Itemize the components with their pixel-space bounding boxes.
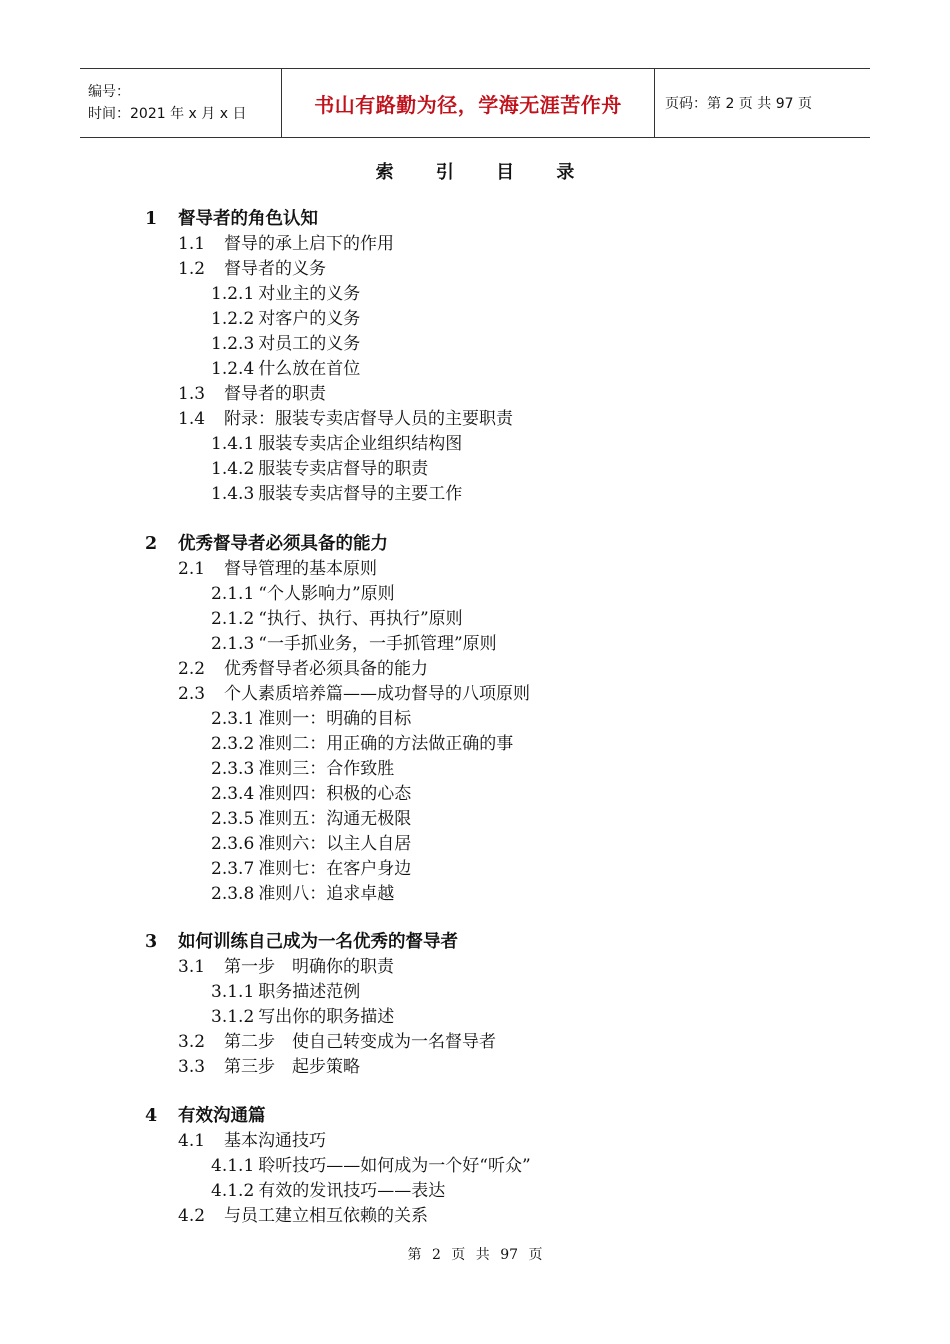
page-title: 索 引 目 录 [375, 162, 593, 183]
toc-entry-number: 3.3 [178, 1057, 206, 1077]
toc-entry-text: “执行、执行、再执行”原则 [258, 609, 463, 629]
toc-entry-text: 职务描述范例 [258, 982, 361, 1002]
toc-entry-text: 优秀督导者必须具备的能力 [224, 659, 428, 679]
toc-entry-number: 1.4 [178, 409, 206, 429]
toc-entry-text: 督导管理的基本原则 [224, 559, 377, 579]
toc-entry-number: 2.3.6 [211, 834, 255, 854]
toc-entry-number: 1.4.1 [211, 434, 255, 454]
toc-entry-level3 [211, 807, 411, 831]
toc-entry-level3 [211, 857, 411, 881]
toc-entry-number: 1.3 [178, 384, 206, 404]
toc-entry-number: 3.1.2 [211, 1007, 255, 1027]
toc-entry-text: 准则二：用正确的方法做正确的事 [258, 734, 514, 754]
toc-entry-text: 服装专卖店企业组织结构图 [258, 434, 463, 454]
toc-entry-level3 [211, 732, 513, 756]
document-date: 时间：2021 年 x 月 x 日 [88, 106, 247, 122]
toc-entry-level3 [211, 482, 462, 506]
header-motto: 书山有路勤为径，学海无涯苦作舟 [282, 69, 655, 137]
toc-entry-number: 2.2 [178, 659, 206, 679]
toc-entry-text: 督导者的职责 [224, 384, 326, 404]
toc-entry-number: 2.3.2 [211, 734, 255, 754]
toc-entry-number: 4.1.1 [211, 1156, 255, 1176]
toc-entry-number: 2.3.5 [211, 809, 255, 829]
toc-entry-level3 [211, 1005, 394, 1029]
header-page-info: 页码：第 2 页 共 97 页 [665, 96, 812, 112]
toc-entry-level2 [178, 1055, 360, 1079]
toc-entry-number: 3.1.1 [211, 982, 255, 1002]
toc-entry-text: 什么放在首位 [258, 359, 361, 379]
toc-entry-level2 [178, 232, 394, 256]
toc-entry-level2 [178, 407, 513, 431]
document-number-label: 编号： [88, 84, 130, 100]
toc-entry-level2 [178, 557, 377, 581]
toc-entry-number: 1 [145, 209, 158, 229]
toc-entry-text: 个人素质培养篇——成功督导的八项原则 [224, 684, 530, 704]
toc-entry-text: 第二步 使自己转变成为一名督导者 [224, 1032, 496, 1052]
toc-entry-text: 准则七：在客户身边 [258, 859, 412, 879]
toc-entry-text: 基本沟通技巧 [224, 1131, 326, 1151]
toc-entry-text: 督导的承上启下的作用 [224, 234, 394, 254]
toc-entry-level2 [178, 657, 428, 681]
toc-entry-number: 1.2.1 [211, 284, 255, 304]
toc-entry-number: 1.2.3 [211, 334, 255, 354]
toc-entry-level2 [178, 382, 326, 406]
toc-entry-text: 与员工建立相互依赖的关系 [224, 1206, 428, 1226]
toc-entry-number: 4.1 [178, 1131, 206, 1151]
toc-entry-level3 [211, 432, 462, 456]
toc-entry-level2 [178, 955, 394, 979]
toc-entry-number: 1.2 [178, 259, 206, 279]
toc-entry-level2 [178, 257, 326, 281]
toc-entry-number: 1.2.4 [211, 359, 255, 379]
toc-entry-text: 准则一：明确的目标 [258, 709, 412, 729]
toc-entry-level2 [178, 1204, 428, 1228]
toc-entry-level3 [211, 357, 360, 381]
page-footer: 第 2 页 共 97 页 [407, 1247, 543, 1263]
toc-entry-level3 [211, 832, 411, 856]
toc-entry-text: “个人影响力”原则 [258, 584, 395, 604]
toc-entry-number: 2.1.1 [211, 584, 255, 604]
toc-entry-level3 [211, 582, 395, 606]
toc-entry-text: 准则三：合作致胜 [258, 759, 395, 779]
toc-entry-number: 1.4.3 [211, 484, 255, 504]
toc-entry-level3 [211, 332, 360, 356]
toc-entry-text: 第一步 明确你的职责 [224, 957, 394, 977]
toc-entry-number: 1.4.2 [211, 459, 255, 479]
toc-entry-text: 对客户的义务 [258, 309, 361, 329]
toc-entry-number: 4 [145, 1106, 158, 1126]
toc-entry-text: 准则五：沟通无极限 [258, 809, 412, 829]
toc-entry-level3 [211, 782, 411, 806]
toc-entry-text: 对员工的义务 [258, 334, 361, 354]
toc-entry-number: 3.1 [178, 957, 206, 977]
toc-entry-text: “一手抓业务，一手抓管理”原则 [258, 634, 497, 654]
toc-entry-text: 有效沟通篇 [178, 1106, 266, 1126]
toc-entry-number: 2.3.4 [211, 784, 255, 804]
toc-entry-text: 如何训练自己成为一名优秀的督导者 [178, 932, 458, 952]
toc-entry-number: 3 [145, 932, 158, 952]
toc-entry-level3 [211, 457, 428, 481]
toc-entry-number: 2.3.3 [211, 759, 255, 779]
toc-entry-number: 1.1 [178, 234, 206, 254]
toc-entry-number: 4.1.2 [211, 1181, 255, 1201]
toc-entry-text: 服装专卖店督导的主要工作 [258, 484, 463, 504]
toc-entry-number: 2.1.2 [211, 609, 255, 629]
toc-entry-number: 1.2.2 [211, 309, 255, 329]
toc-entry-level3 [211, 882, 394, 906]
toc-entry-level3 [211, 1179, 445, 1203]
toc-entry-number: 2.3.7 [211, 859, 255, 879]
toc-entry-number: 2.1.3 [211, 634, 255, 654]
toc-entry-level1 [145, 207, 318, 231]
toc-entry-level3 [211, 1154, 531, 1178]
toc-entry-text: 优秀督导者必须具备的能力 [178, 534, 388, 554]
toc-entry-text: 写出你的职务描述 [258, 1007, 395, 1027]
toc-entry-level3 [211, 607, 463, 631]
toc-entry-text: 督导者的角色认知 [178, 209, 318, 229]
toc-entry-number: 2 [145, 534, 158, 554]
toc-entry-text: 对业主的义务 [258, 284, 361, 304]
toc-entry-text: 服装专卖店督导的职责 [258, 459, 429, 479]
toc-entry-level3 [211, 980, 360, 1004]
toc-entry-text: 准则八：追求卓越 [258, 884, 395, 904]
toc-entry-level3 [211, 307, 360, 331]
toc-entry-text: 有效的发讯技巧——表达 [258, 1181, 446, 1201]
toc-entry-text: 附录：服装专卖店督导人员的主要职责 [224, 409, 513, 429]
toc-entry-number: 2.1 [178, 559, 206, 579]
toc-entry-level3 [211, 282, 360, 306]
toc-entry-level2 [178, 1030, 496, 1054]
toc-entry-level1 [145, 930, 458, 954]
toc-entry-number: 2.3 [178, 684, 206, 704]
toc-entry-number: 3.2 [178, 1032, 206, 1052]
toc-entry-text: 督导者的义务 [224, 259, 326, 279]
toc-entry-level3 [211, 632, 497, 656]
toc-entry-level2 [178, 1129, 326, 1153]
toc-entry-number: 4.2 [178, 1206, 206, 1226]
toc-entry-number: 2.3.8 [211, 884, 255, 904]
page-header [80, 68, 870, 138]
toc-entry-level1 [145, 532, 388, 556]
toc-entry-text: 准则六：以主人自居 [258, 834, 412, 854]
toc-entry-level3 [211, 707, 411, 731]
toc-entry-level3 [211, 757, 394, 781]
header-meta [80, 69, 282, 137]
toc-entry-text: 聆听技巧——如何成为一个好“听众” [258, 1156, 531, 1176]
toc-entry-text: 准则四：积极的心态 [258, 784, 412, 804]
toc-entry-text: 第三步 起步策略 [224, 1057, 360, 1077]
toc-entry-number: 2.3.1 [211, 709, 255, 729]
toc-entry-level2 [178, 682, 530, 706]
toc-entry-level1 [145, 1104, 266, 1128]
